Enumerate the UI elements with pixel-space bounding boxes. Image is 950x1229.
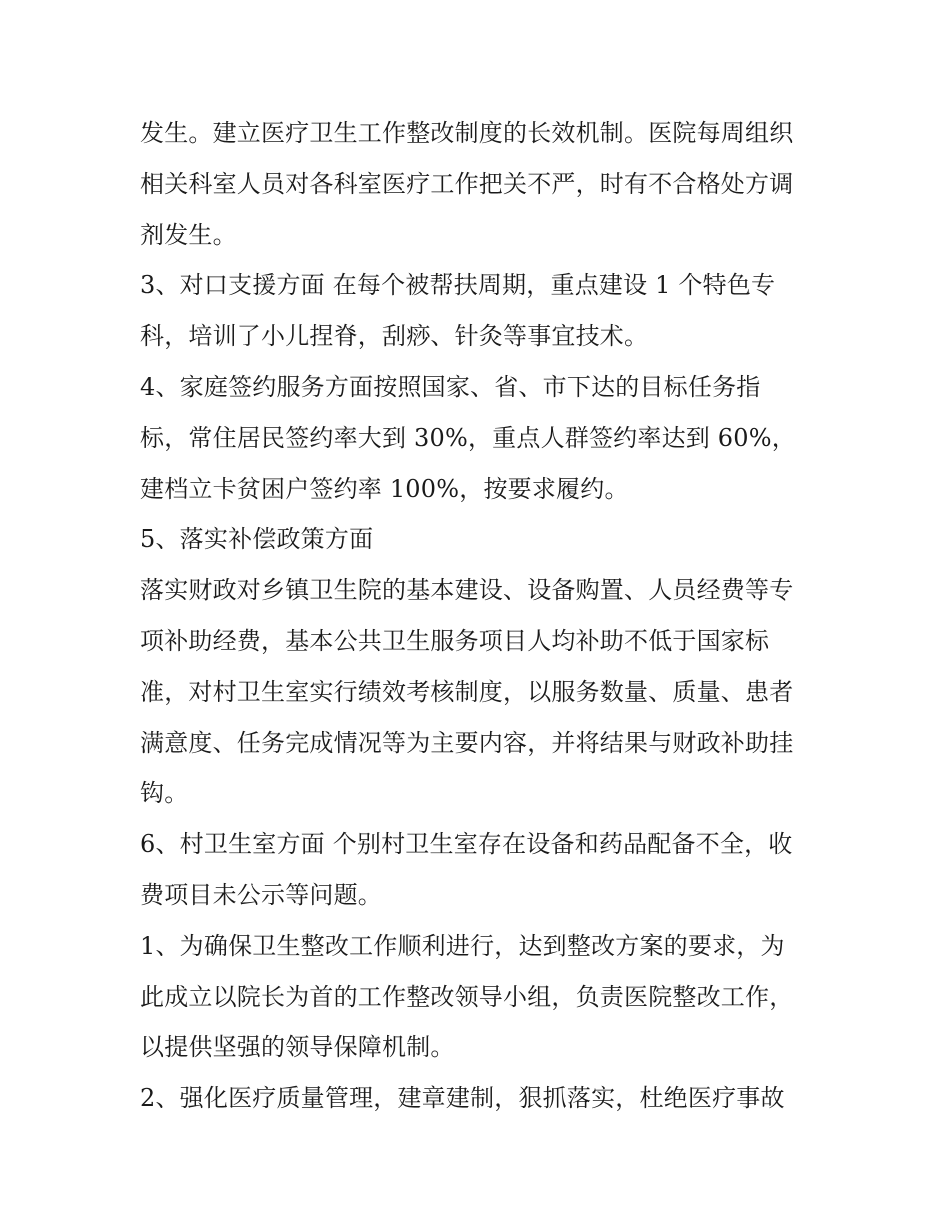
text-line: 标，常住居民签约率大到 30%，重点人群签约率达到 60%， <box>140 423 796 452</box>
text-line: 科，培训了小儿捏脊，刮痧、针灸等事宜技术。 <box>140 322 649 351</box>
section-4-line: 4、家庭签约服务方面按照国家、省、市下达的目标任务指 <box>140 372 761 401</box>
text-line: 满意度、任务完成情况等为主要内容，并将结果与财政补助挂 <box>140 728 794 757</box>
section-3-line: 3、对口支援方面 在每个被帮扶周期，重点建设 1 个特色专 <box>140 271 776 300</box>
text-line: 剂发生。 <box>140 220 237 249</box>
text-line: 落实财政对乡镇卫生院的基本建设、设备购置、人员经费等专 <box>140 576 794 605</box>
text-line: 以提供坚强的领导保障机制。 <box>140 1033 455 1062</box>
section-5-heading: 5、落实补偿政策方面 <box>140 525 374 554</box>
text-line: 相关科室人员对各科室医疗工作把关不严，时有不合格处方调 <box>140 169 794 198</box>
text-line: 项补助经费，基本公共卫生服务项目人均补助不低于国家标 <box>140 626 770 655</box>
text-line: 建档立卡贫困户签约率 100%，按要求履约。 <box>140 474 629 503</box>
section-6-line: 6、村卫生室方面 个别村卫生室存在设备和药品配备不全，收 <box>140 830 793 859</box>
measure-2-line: 2、强化医疗质量管理，建章建制，狠抓落实，杜绝医疗事故 <box>140 1084 785 1113</box>
text-line: 钩。 <box>140 779 189 808</box>
text-line: 费项目未公示等问题。 <box>140 880 382 909</box>
measure-1-line: 1、为确保卫生整改工作顺利进行，达到整改方案的要求，为 <box>140 931 785 960</box>
text-line: 准，对村卫生室实行绩效考核制度，以服务数量、质量、患者 <box>140 677 794 706</box>
text-line: 发生。建立医疗卫生工作整改制度的长效机制。医院每周组织 <box>140 119 794 147</box>
text-line: 此成立以院长为首的工作整改领导小组，负责医院整改工作， <box>140 982 794 1011</box>
document-body <box>140 108 820 1124</box>
